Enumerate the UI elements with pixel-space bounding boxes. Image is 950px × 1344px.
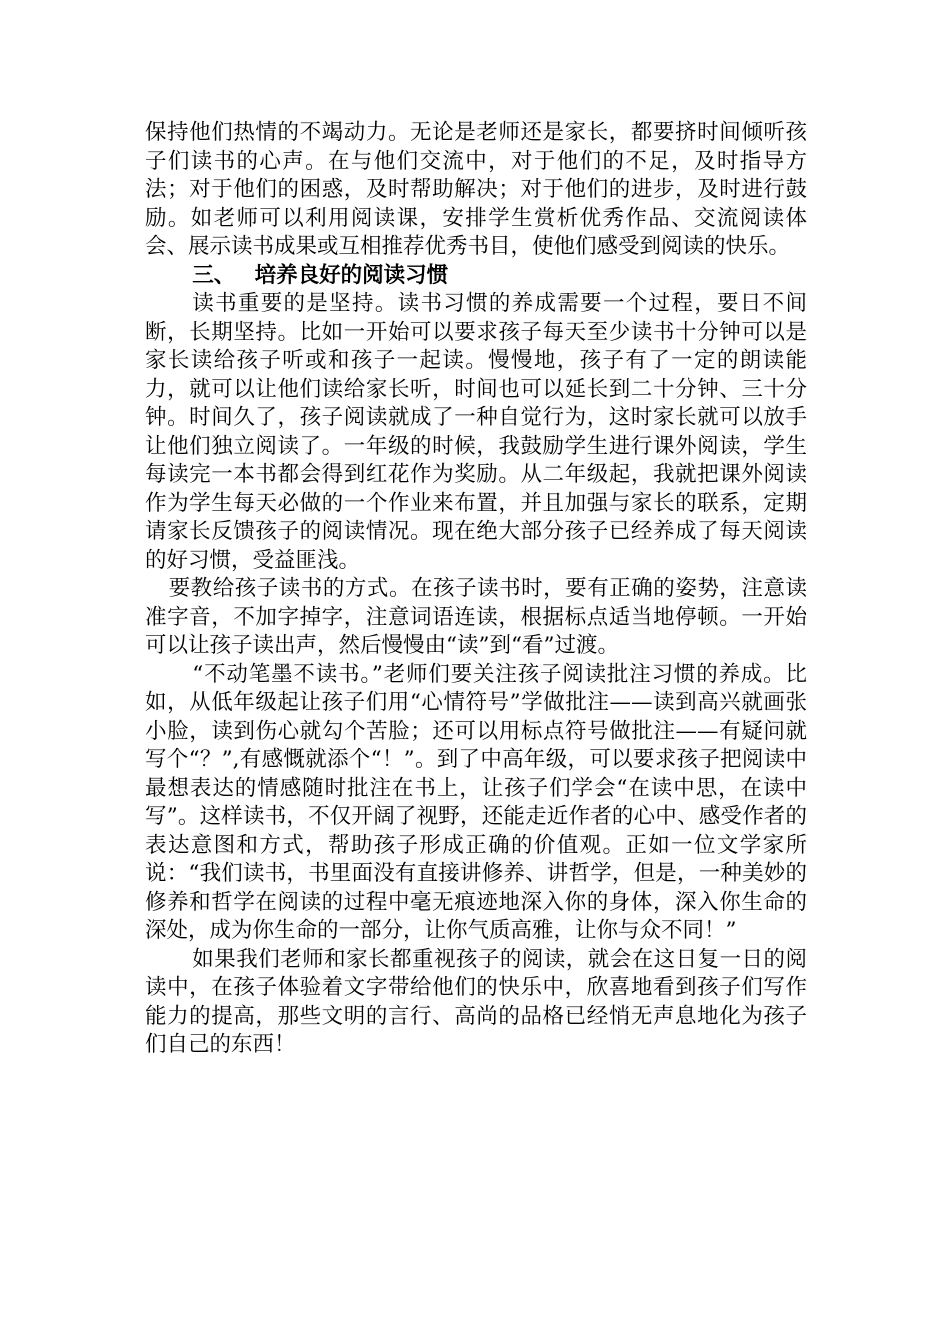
document-body	[145, 119, 807, 1060]
paragraph-annotation-habit: “不动笔墨不读书。”老师们要关注孩子阅读批注习惯的养成。比如，从低年级起让孩子们用“心情符号”学做批注——读到高兴就画张小脸，读到伤心就勾个苦脸；还可以用标点符号做批注——有疑问就写个“？”,有感慨就添个“！”。到了中高年级，可以要求孩子把阅读中最想表达的情感随时批注在书上，让孩子们学会“在读中思，在读中写”。这样读书，不仅开阔了视野，还能走近作者的心中、感受作者的表达意图和方式，帮助孩子形成正确的价值观。正如一位文学家所说：“我们读书，书里面没有直接讲修养、讲哲学，但是，一种美妙的修养和哲学在阅读的过程中毫无痕迹地深入你的身体，深入你生命的深处，成为你生命的一部分，让你气质高雅，让你与众不同！”	[145, 661, 807, 943]
paragraph-continuation: 保持他们热情的不竭动力。无论是老师还是家长，都要挤时间倾听孩子们读书的心声。在与他们交流中，对于他们的不足，及时指导方法；对于他们的困惑，及时帮助解决；对于他们的进步，及时进行鼓励。如老师可以利用阅读课，安排学生赏析优秀作品、交流阅读体会、展示读书成果或互相推荐优秀书目，使他们感受到阅读的快乐。	[145, 120, 807, 259]
paragraph-persistence: 读书重要的是坚持。读书习惯的养成需要一个过程，要日不间断，长期坚持。比如一开始可以要求孩子每天至少读书十分钟可以是家长读给孩子听或和孩子一起读。慢慢地，孩子有了一定的朗读能力，就可以让他们读给家长听，时间也可以延长到二十分钟、三十分钟。时间久了，孩子阅读就成了一种自觉行为，这时家长就可以放手让他们独立阅读了。一年级的时候，我鼓励学生进行课外阅读，学生每读完一本书都会得到红花作为奖励。从二年级起，我就把课外阅读作为学生每天必做的一个作业来布置，并且加强与家长的联系，定期请家长反馈孩子的阅读情况。现在绝大部分孩子已经养成了每天阅读的好习惯，受益匪浅。	[145, 291, 807, 573]
section-heading	[145, 262, 807, 291]
section-number: 三、	[192, 262, 236, 288]
paragraph-conclusion: 如果我们老师和家长都重视孩子的阅读，就会在这日复一日的阅读中，在孩子体验着文字带给他们的快乐中，欣喜地看到孩子们写作能力的提高，那些文明的言行、高尚的品格已经悄无声息地化为孩子们自己的东西！	[145, 946, 807, 1057]
section-title: 培养良好的阅读习惯	[254, 262, 449, 288]
paragraph-reading-method: 要教给孩子读书的方式。在孩子读书时，要有正确的姿势，注意读准字音，不加字掉字，注意词语连读，根据标点适当地停顿。一开始可以让孩子读出声，然后慢慢由“读”到“看”过渡。	[145, 576, 807, 658]
